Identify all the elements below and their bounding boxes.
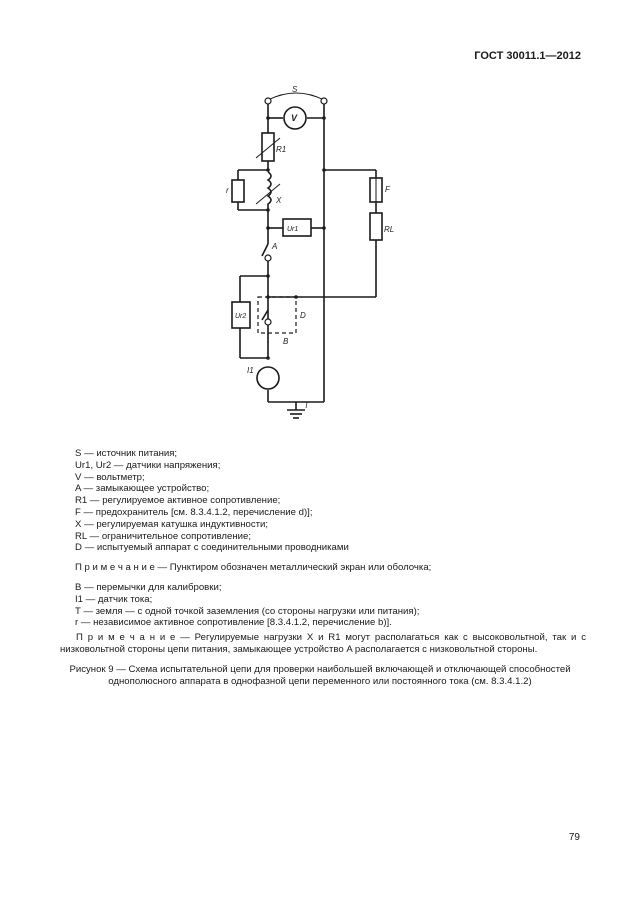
label-Ur2: Ur2 — [235, 313, 247, 320]
legend-item: r — независимое активное сопротивление [8.3.4.1.2, перечисление b)]. — [75, 617, 392, 629]
label-RL: RL — [384, 225, 395, 234]
legend-item: T — земля — с одной точкой заземления (со стороны нагрузки или питания); — [75, 605, 420, 617]
label-A: A — [272, 242, 278, 251]
legend-item: V — вольтметр; — [75, 471, 145, 483]
legend-item: B — перемычки для калибровки; — [75, 581, 222, 593]
legend-item: D — испытуемый аппарат с соединительными проводниками — [75, 542, 349, 554]
legend-item: X — регулируемая катушка индуктивности; — [75, 518, 269, 530]
label-R1: R1 — [276, 145, 287, 154]
label-V: V — [291, 113, 298, 123]
legend-item: RL — ограничительное сопротивление; — [75, 530, 252, 542]
legend-item: S — источник питания; — [75, 448, 178, 459]
label-I1: I1 — [247, 366, 254, 375]
label-T: T — [304, 401, 309, 410]
label-r: r — [226, 186, 229, 195]
label-F: F — [385, 185, 390, 194]
note-loads: П р и м е ч а н и е — Регулируемые нагрузки X и R1 могут располагаться как с высоковольтной, так и с низковольтной стороны цепи питания, замыкающее устройство A располагается с низковольтной стороны. — [60, 632, 586, 655]
note-shield: П р и м е ч а н и е — Пунктиром обозначен металлический экран или оболочка; — [75, 562, 432, 574]
legend-item: F — предохранитель [см. 8.3.4.1.2, перечисление d)]; — [75, 506, 313, 518]
label-X: X — [276, 196, 282, 205]
legend-item: I1 — датчик тока; — [75, 593, 153, 605]
legend — [75, 448, 585, 629]
label-S: S — [292, 85, 298, 94]
legend-item: A — замыкающее устройство; — [75, 483, 210, 495]
page-number: 79 — [568, 832, 580, 843]
standard-header: ГОСТ 30011.1—2012 — [474, 50, 581, 62]
label-Ur1: Ur1 — [287, 226, 299, 233]
circuit-diagram — [0, 0, 630, 440]
legend-item: R1 — регулируемое активное сопротивление; — [75, 495, 281, 507]
label-B: B — [283, 337, 289, 346]
legend-item: Ur1, Ur2 — датчики напряжения; — [75, 459, 221, 471]
label-D: D — [300, 311, 306, 320]
figure-caption: Рисунок 9 — Схема испытательной цепи для проверки наибольшей включающей и отключающей способностей однополюсного аппарата в однофазной цепи переменного или постоянного тока (см. 8.3.4.1.2) — [69, 664, 571, 687]
